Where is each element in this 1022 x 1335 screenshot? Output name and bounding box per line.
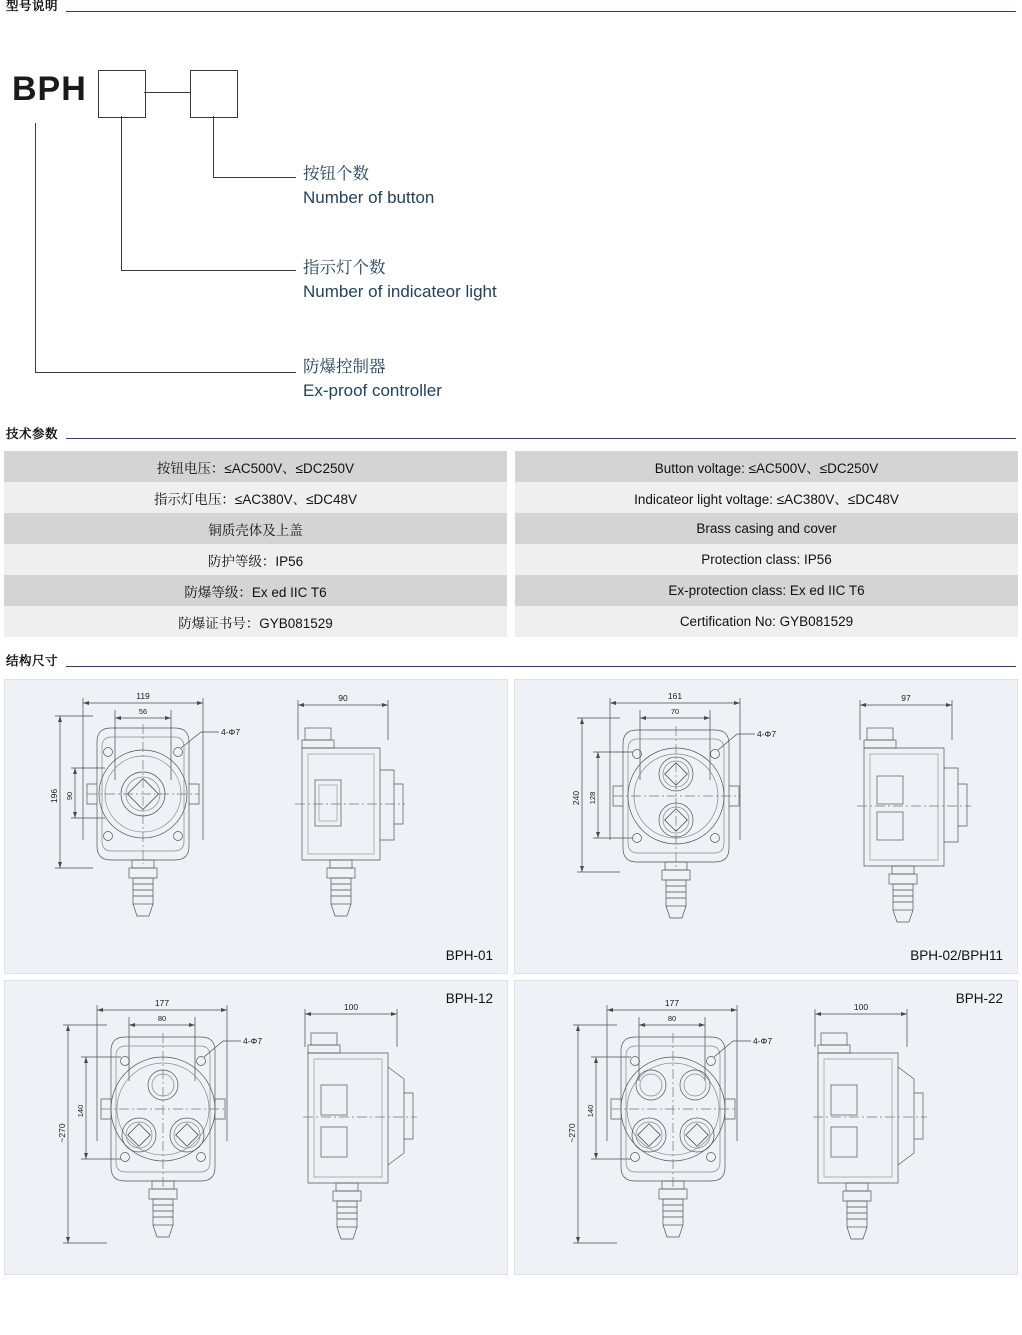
param-cell: 铜质壳体及上盖 — [4, 513, 507, 544]
dim-height-inner: 128 — [588, 791, 597, 804]
dim-height-inner: 90 — [65, 791, 74, 800]
table-row — [515, 513, 1018, 544]
dim-width-total: 119 — [136, 690, 150, 701]
param-cell: 防爆证书号：GYB081529 — [4, 606, 507, 637]
dim-height-total: ~270 — [567, 1122, 577, 1143]
table-row — [4, 575, 507, 606]
legend-indicator-count-cn: 指示灯个数 — [303, 258, 386, 277]
legend-indicator-count-en: Number of indicateor light — [303, 281, 497, 301]
technical-drawing-bph-01 — [5, 680, 508, 971]
leader-line-controller — [35, 123, 296, 372]
legend-controller-en: Ex-proof controller — [303, 380, 442, 400]
params-table-en — [515, 451, 1018, 637]
section-rule — [66, 438, 1016, 439]
dim-holes: 4-Φ7 — [243, 1035, 263, 1046]
legend-button-count-en: Number of button — [303, 187, 435, 207]
legend-button-count — [303, 163, 434, 211]
dim-height-total: ~270 — [57, 1122, 67, 1143]
drawing-panel-bph-01 — [4, 679, 508, 974]
dim-width-inner: 80 — [157, 1013, 167, 1023]
model-prefix: BPH — [12, 69, 87, 108]
model-code-box-2 — [190, 70, 238, 118]
param-cell: Certification No: GYB081529 — [515, 606, 1018, 637]
section-title-model: 型号说明 — [6, 0, 59, 13]
param-cell: Ex-protection class: Ex ed IIC T6 — [515, 575, 1018, 606]
param-cell: Protection class: IP56 — [515, 544, 1018, 575]
dim-width-inner: 80 — [667, 1013, 677, 1023]
dim-holes: 4-Φ7 — [753, 1035, 773, 1046]
param-cell: Button voltage: ≤AC500V、≤DC250V — [515, 451, 1018, 482]
drawing-caption-bph-22: BPH-22 — [955, 990, 1003, 1006]
dim-holes: 4-Φ7 — [757, 728, 777, 739]
legend-indicator-count — [303, 257, 497, 305]
table-row — [515, 451, 1018, 482]
drawing-panel-bph-22 — [514, 980, 1018, 1275]
legend-controller-cn: 防爆控制器 — [303, 357, 386, 376]
technical-drawing-bph-02 — [515, 680, 1018, 971]
drawing-panel-bph-02 — [514, 679, 1018, 974]
table-row — [4, 544, 507, 575]
table-row — [515, 606, 1018, 637]
dim-height-inner: 140 — [586, 1104, 595, 1117]
section-title-dims: 结构尺寸 — [6, 654, 59, 668]
dim-depth: 90 — [338, 692, 348, 703]
table-row — [515, 482, 1018, 513]
dim-height-total: 240 — [571, 790, 581, 805]
param-cell: 防护等级：IP56 — [4, 544, 507, 575]
dim-width-total: 177 — [154, 997, 170, 1008]
param-cell: 按钮电压：≤AC500V、≤DC250V — [4, 451, 507, 482]
dim-width-inner: 56 — [138, 706, 148, 716]
section-header-params — [0, 428, 1022, 443]
dim-depth: 97 — [901, 692, 911, 703]
technical-drawing-bph-12 — [5, 981, 508, 1272]
param-cell: 指示灯电压：≤AC380V、≤DC48V — [4, 482, 507, 513]
dim-width-total: 177 — [664, 997, 680, 1008]
model-code-diagram — [0, 25, 1022, 410]
drawing-caption-bph-01: BPH-01 — [445, 947, 493, 963]
model-code-connector — [144, 92, 190, 93]
dim-width-inner: 70 — [670, 706, 680, 716]
dim-height-inner: 140 — [76, 1104, 85, 1117]
dim-holes: 4-Φ7 — [221, 726, 241, 737]
section-rule — [66, 666, 1016, 667]
table-row — [515, 575, 1018, 606]
params-table-cn — [4, 451, 507, 637]
param-cell: 防爆等级：Ex ed IIC T6 — [4, 575, 507, 606]
technical-drawing-bph-22 — [515, 981, 1018, 1272]
table-row — [4, 606, 507, 637]
drawing-panel-bph-12 — [4, 980, 508, 1275]
dimensions-section — [0, 655, 1022, 1275]
drawing-caption-bph-02: BPH-02/BPH11 — [910, 947, 1003, 963]
section-rule — [66, 11, 1016, 12]
legend-controller — [303, 356, 442, 404]
dim-depth: 100 — [853, 1001, 869, 1012]
table-row — [4, 513, 507, 544]
model-code-box-1 — [98, 70, 146, 118]
section-title-params: 技术参数 — [6, 426, 59, 441]
table-row — [515, 544, 1018, 575]
drawing-caption-bph-12: BPH-12 — [445, 990, 493, 1006]
dim-height-total: 196 — [49, 788, 59, 803]
dim-depth: 100 — [343, 1001, 359, 1012]
table-row — [4, 482, 507, 513]
table-row — [4, 451, 507, 482]
param-cell: Brass casing and cover — [515, 513, 1018, 544]
dim-width-total: 161 — [667, 690, 683, 701]
tech-params-section — [0, 428, 1022, 638]
param-cell: Indicateor light voltage: ≤AC380V、≤DC48V — [515, 482, 1018, 513]
section-header-dims — [0, 655, 1022, 670]
legend-button-count-cn: 按钮个数 — [303, 164, 369, 183]
section-header-model — [0, 0, 1022, 15]
